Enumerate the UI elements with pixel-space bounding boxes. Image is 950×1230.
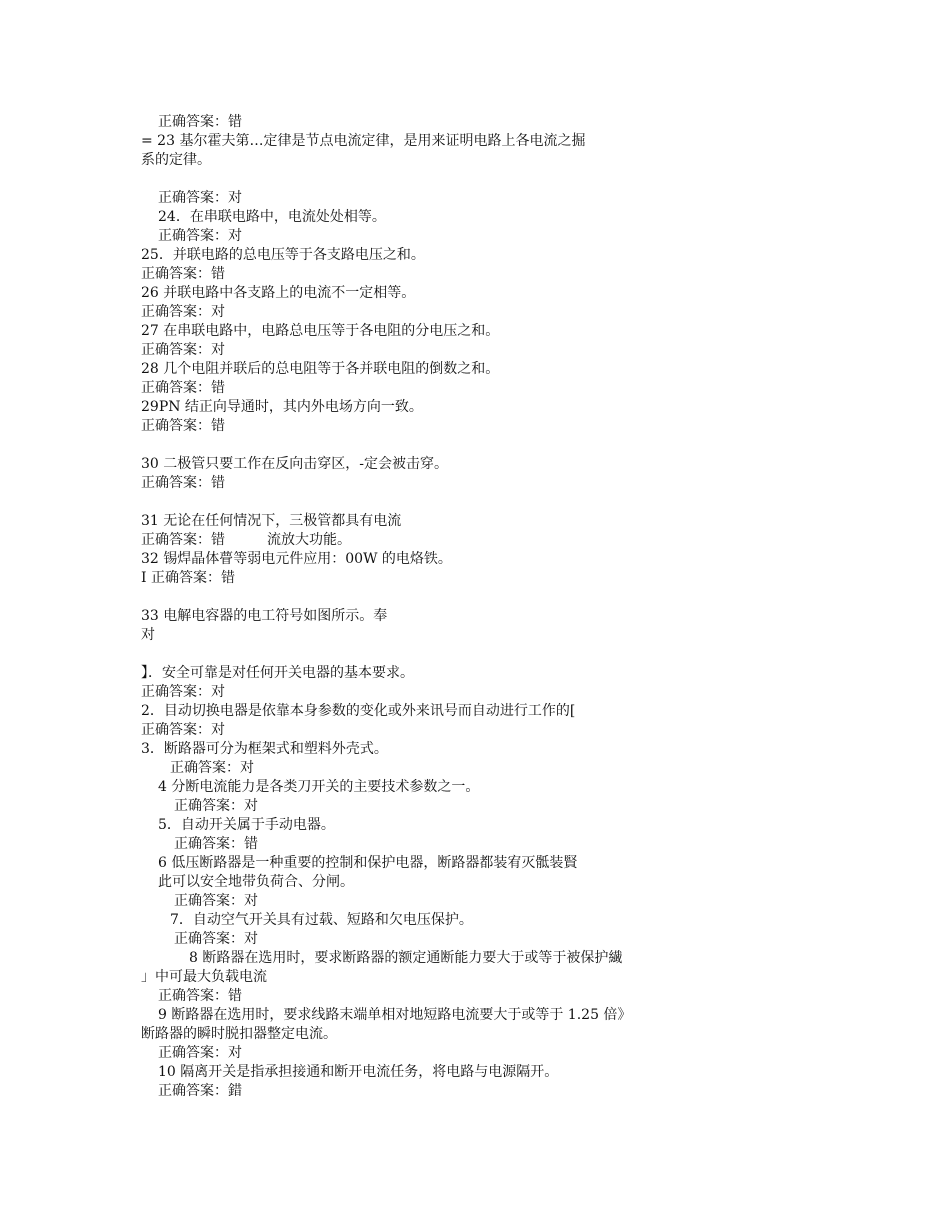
question-32: 32 锡焊晶体瞢等弱电元件应用：00W 的电烙铁。 (141, 551, 452, 567)
question-2: 2．目动切换电器是依靠本身参数的变化或外来讯号而自动进行工作的[ (141, 703, 576, 719)
question-28: 28 几个电阻并联后的总电阻等于各并联电阻的倒数之和。 (141, 361, 500, 377)
question-33: 33 电解电容器的电工符号如图所示。奉 (141, 608, 388, 624)
question-7: 7．自动空气开关具有过载、短路和欠电压保护。 (170, 912, 473, 928)
answer-line: 正确答案：错 (141, 418, 225, 434)
question-8: 8 断路器在选用时，要求断路器的额定通断能力要大于或等于被保护繊 (189, 950, 623, 966)
answer-line: 正确答案：对 (158, 228, 242, 244)
question-6-cont: 此可以安全地带负荷合、分闸。 (158, 874, 354, 890)
question-23-cont: 系的定律。 (141, 152, 211, 168)
question-24: 24．在串联电路中，电流处处相等。 (158, 209, 386, 225)
question-31: 31 无论在任何情况下，三极管都具有电流 (141, 513, 402, 529)
answer-line: 正确答案：错 (158, 988, 242, 1004)
answer-line: I 正确答案：错 (141, 570, 235, 586)
question-23: = 23 基尔霍夫第…定律是节点电流定律，是用来证明电路上各电流之掘 (141, 133, 586, 149)
answer-line: 正确答案：错 (158, 114, 242, 130)
answer-line: 正确答案：错 (141, 380, 225, 396)
answer-line: 正确答案：对 (158, 1045, 242, 1061)
question-8-cont: 」中可最大负载电流 (141, 969, 267, 985)
question-4: 4 分断电流能力是各类刀开关的主要技术参数之一。 (158, 779, 480, 795)
question-29: 29PN 结正向导通时，其内外电场方向一致。 (141, 399, 423, 415)
question-9: 9 断路器在选用时，要求线路末端单相对地短路电流要大于或等于 1.25 倍》 (158, 1007, 632, 1023)
question-9-cont: 断路器的瞬时脱扣器整定电流。 (141, 1026, 337, 1042)
question-6: 6 低压断路器是一种重要的控制和保护电器，断路器都装宥灭骶装賢 (158, 855, 578, 871)
answer-line: 正确答案：对 (174, 931, 258, 947)
answer-fragment: 对 (141, 627, 155, 643)
answer-line: 正确答案：错 (141, 475, 225, 491)
answer-line: 正确答案：对 (141, 722, 225, 738)
question-5: 5．自动开关属于手动电器。 (158, 817, 335, 833)
answer-line: 正确答案：错 流放大功能。 (141, 532, 351, 548)
answer-line: 正确答案：对 (141, 684, 225, 700)
question-27: 27 在串联电路中，电路总电压等于各电阻的分电压之和。 (141, 323, 500, 339)
question-25: 25．并联电路的总电压等于各支路电压之和。 (141, 247, 425, 263)
question-1: 】．安全可靠是对任何开关电器的基本要求。 (141, 665, 414, 681)
answer-line: 正确答案：错 (174, 836, 258, 852)
answer-line: 正确答案：对 (141, 342, 225, 358)
answer-line: 正确答案：錯 (158, 1083, 242, 1099)
answer-line: 正确答案：对 (174, 893, 258, 909)
answer-line: 正确答案：对 (170, 760, 254, 776)
answer-line: 正确答案：对 (141, 304, 225, 320)
answer-line: 正确答案：对 (174, 798, 258, 814)
question-30: 30 二极管只要工作在反向击穿区，-定会被击穿。 (141, 456, 448, 472)
question-26: 26 并联电路中各支路上的电流不一定相等。 (141, 285, 416, 301)
question-3: 3．断路器可分为框架式和塑料外壳式。 (141, 741, 388, 757)
answer-line: 正确答案：对 (158, 190, 242, 206)
answer-line: 正确答案：错 (141, 266, 225, 282)
question-10: 10 隔离开关是指承担接通和断开电流任务，将电路与电源隔开。 (158, 1064, 559, 1080)
